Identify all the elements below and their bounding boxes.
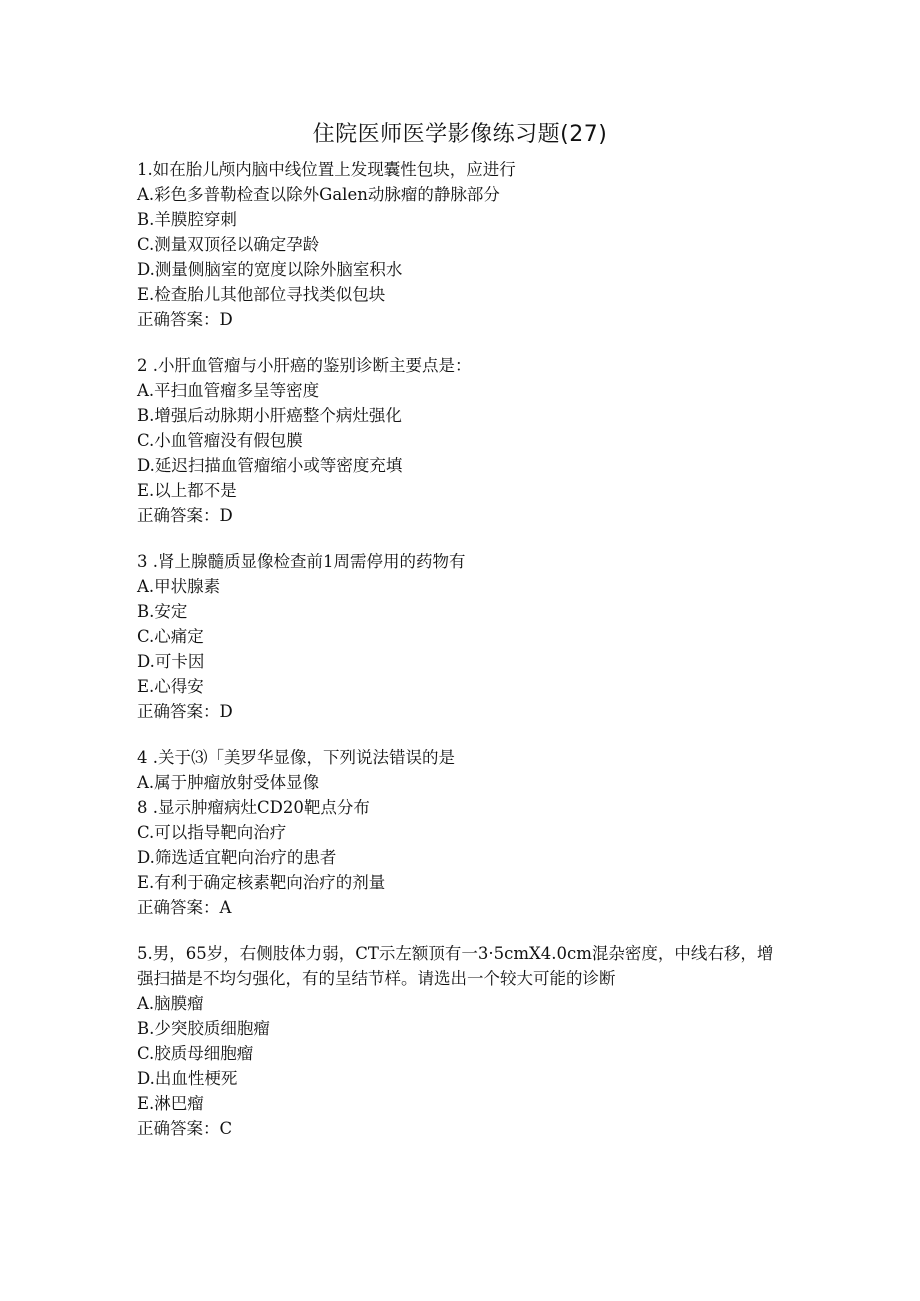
option-e: E.淋巴瘤 (137, 1094, 204, 1113)
question-list (137, 157, 797, 1162)
option-a: A.彩色多普勒检查以除外Galen动脉瘤的静脉部分 (137, 185, 500, 204)
question-block (137, 941, 797, 1141)
option-b: B.羊膜腔穿刺 (137, 210, 237, 229)
option-d: D.延迟扫描血管瘤缩小或等密度充填 (137, 456, 403, 475)
option-c: C.心痛定 (137, 627, 204, 646)
answer-label: 正确答案： (137, 1119, 220, 1138)
option-e: E.检查胎儿其他部位寻找类似包块 (137, 285, 386, 304)
option-a: A.属于肿瘤放射受体显像 (137, 773, 320, 792)
answer-value: D (219, 702, 233, 721)
option-e: E.有利于确定核素靶向治疗的剂量 (137, 873, 386, 892)
option-b: B.增强后动脉期小肝癌整个病灶强化 (137, 406, 402, 425)
answer-value: D (219, 310, 233, 329)
option-c: C.测量双顶径以确定孕龄 (137, 235, 320, 254)
answer-label: 正确答案： (137, 310, 220, 329)
question-stem: 3 .肾上腺髓质显像检查前1周需停用的药物有 (137, 552, 466, 571)
question-block (137, 157, 797, 332)
correct-answer (137, 503, 797, 528)
answer-label: 正确答案： (137, 898, 220, 917)
answer-value: A (219, 898, 232, 917)
correct-answer (137, 699, 797, 724)
question-block (137, 353, 797, 528)
option-b: 8 .显示肿瘤病灶CD20靶点分布 (137, 798, 370, 817)
question-stem: 4 .关于⑶「美罗华显像，下列说法错误的是 (137, 748, 455, 767)
question-block (137, 549, 797, 724)
answer-value: C (219, 1119, 233, 1138)
option-a: A.脑膜瘤 (137, 994, 204, 1013)
correct-answer (137, 307, 797, 332)
question-stem: 1.如在胎儿颅内脑中线位置上发现囊性包块，应进行 (137, 160, 516, 179)
option-d: D.筛选适宜靶向治疗的患者 (137, 848, 337, 867)
option-c: C.可以指导靶向治疗 (137, 823, 287, 842)
option-c: C.胶质母细胞瘤 (137, 1044, 254, 1063)
option-e: E.以上都不是 (137, 481, 237, 500)
option-b: B.安定 (137, 602, 188, 621)
correct-answer (137, 895, 797, 920)
answer-label: 正确答案： (137, 506, 220, 525)
option-c: C.小血管瘤没有假包膜 (137, 431, 303, 450)
option-d: D.出血性梗死 (137, 1069, 238, 1088)
page-title: 住院医师医学影像练习题(27) (312, 122, 608, 147)
option-a: A.平扫血管瘤多呈等密度 (137, 381, 320, 400)
correct-answer (137, 1116, 797, 1141)
option-d: D.可卡因 (137, 652, 205, 671)
option-a: A.甲状腺素 (137, 577, 221, 596)
question-block (137, 745, 797, 920)
answer-value: D (219, 506, 233, 525)
question-stem: 5.男，65岁，右侧肢体力弱，CT示左额顶有一3·5cmX4.0cm混杂密度，中线右移，增强扫描是不均匀强化，有的呈结节样。请选出一个较大可能的诊断 (137, 944, 774, 988)
question-stem: 2 .小肝血管瘤与小肝癌的鉴别诊断主要点是： (137, 356, 472, 375)
option-e: E.心得安 (137, 677, 204, 696)
option-b: B.少突胶质细胞瘤 (137, 1019, 270, 1038)
option-d: D.测量侧脑室的宽度以除外脑室积水 (137, 260, 403, 279)
answer-label: 正确答案： (137, 702, 220, 721)
